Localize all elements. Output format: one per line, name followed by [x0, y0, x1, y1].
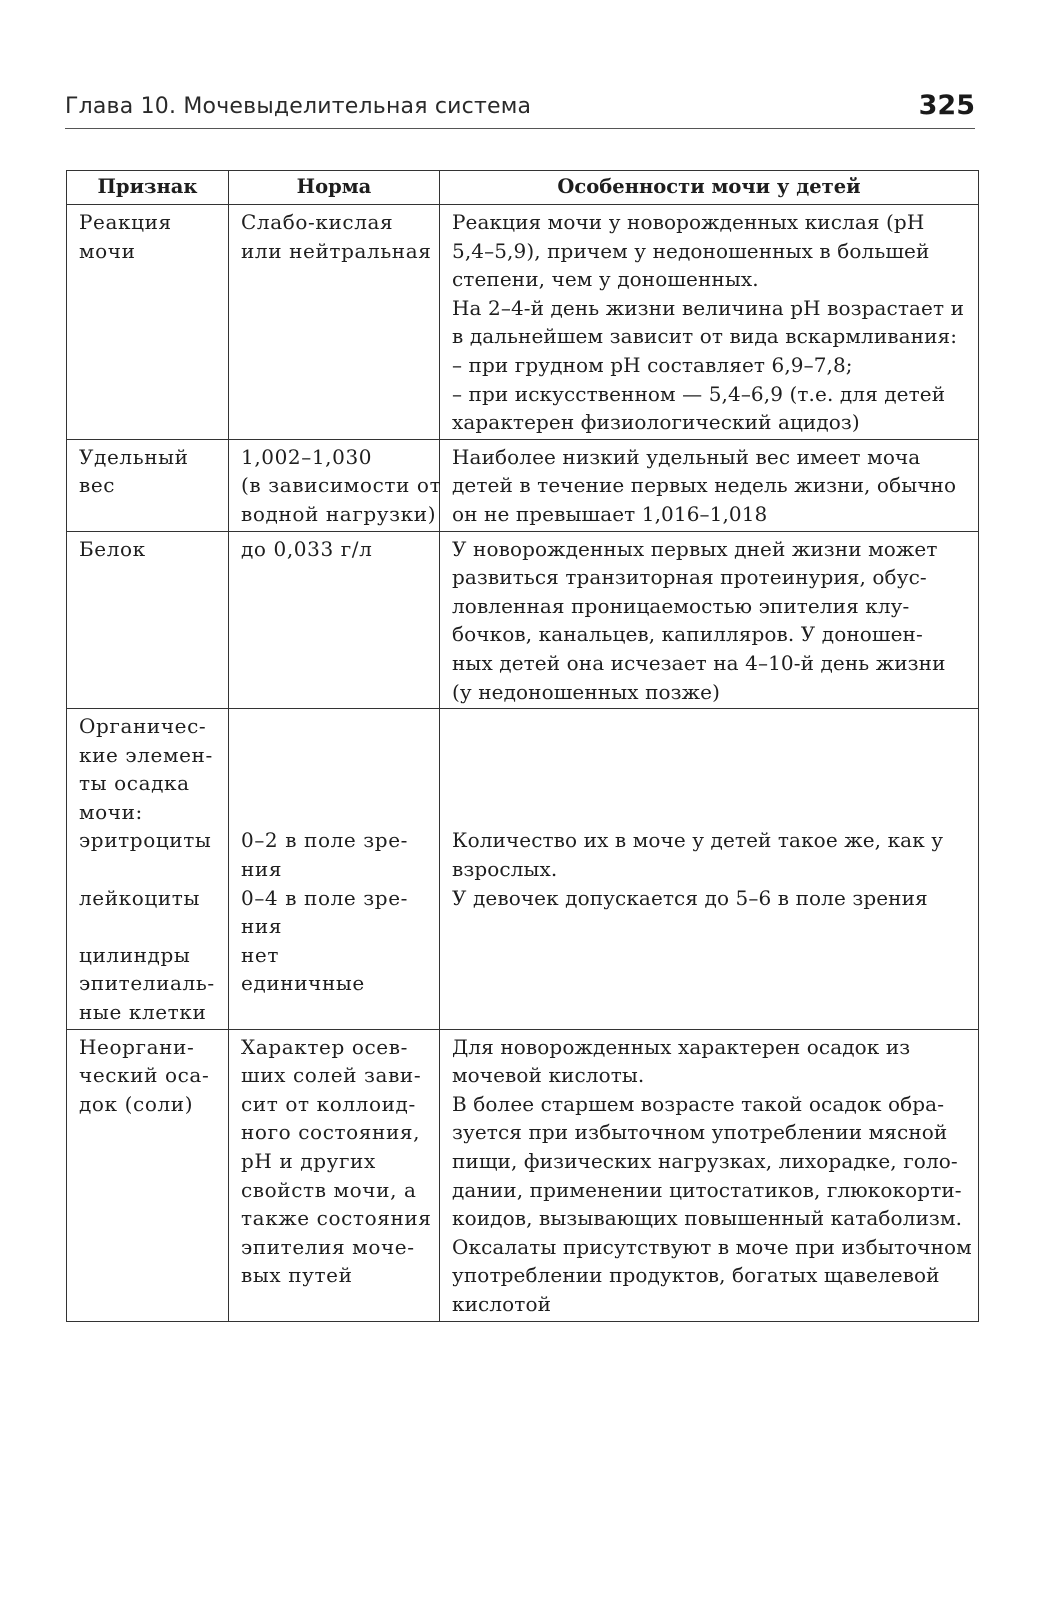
- cell-line: Неоргани-: [79, 1034, 195, 1059]
- cell-line: [452, 741, 972, 770]
- table-row: [67, 531, 979, 709]
- cell-line: [79, 912, 222, 941]
- cell-line: На 2–4-й день жизни величина рН возрастает и: [452, 295, 965, 320]
- cell-line: [79, 855, 222, 884]
- cell-line: до 0,033 г/л: [241, 536, 373, 561]
- cell-line: ния: [241, 857, 283, 882]
- table-row: [67, 205, 979, 440]
- cell-line: Характер осев-: [241, 1034, 408, 1059]
- cell-line: (в зависимости от: [241, 473, 442, 498]
- features-cell: [440, 1029, 979, 1321]
- cell-line: лейкоциты: [79, 885, 200, 910]
- cell-line: 0–4 в поле зре-: [241, 885, 408, 910]
- features-cell: [440, 439, 979, 531]
- table-row: [67, 439, 979, 531]
- cell-line: (у недоношенных позже): [452, 679, 720, 704]
- cell-line: эпителиаль-: [79, 971, 215, 996]
- cell-line: развиться транзиторная протеинурия, обус-: [452, 565, 927, 590]
- cell-line: 5,4–5,9), причем у недоношенных в большей: [452, 238, 930, 263]
- cell-line: ших солей зави-: [241, 1063, 422, 1088]
- cell-line: мочевой кислоты.: [452, 1063, 645, 1088]
- cell-line: в дальнейшем зависит от вида вскармливания:: [452, 324, 958, 349]
- table-row: [67, 709, 979, 1030]
- table-header-row: [67, 171, 979, 205]
- cell-line: дании, применении цитостатиков, глюкокорти-: [452, 1177, 962, 1202]
- norm-cell: [229, 439, 440, 531]
- cell-line: Белок: [79, 536, 146, 561]
- cell-line: [241, 798, 433, 827]
- cell-line: детей в течение первых недель жизни, обычно: [452, 473, 957, 498]
- cell-line: ческий оса-: [79, 1063, 210, 1088]
- cell-line: или нейтральная: [241, 238, 432, 263]
- sign-cell: [67, 1029, 229, 1321]
- cell-line: мочи: [79, 238, 136, 263]
- sign-cell: [67, 439, 229, 531]
- column-header-sign: Признак: [67, 171, 229, 205]
- cell-line: нет: [241, 942, 280, 967]
- cell-line: [241, 712, 433, 741]
- cell-line: также состояния: [241, 1206, 432, 1231]
- cell-line: сит от коллоид-: [241, 1091, 416, 1116]
- page-header: [65, 92, 975, 129]
- cell-line: степени, чем у доношенных.: [452, 267, 759, 292]
- cell-line: единичные: [241, 971, 365, 996]
- table-row: [67, 1029, 979, 1321]
- cell-line: Слабо-кислая: [241, 210, 394, 234]
- cell-line: эритроциты: [79, 828, 212, 853]
- cell-line: ные клетки: [79, 1000, 207, 1025]
- table-body: [67, 205, 979, 1322]
- cell-line: эпителия моче-: [241, 1234, 415, 1259]
- cell-line: Для новорожденных характерен осадок из: [452, 1034, 911, 1059]
- cell-line: ного состояния,: [241, 1120, 421, 1145]
- cell-line: док (соли): [79, 1091, 194, 1116]
- features-cell: [440, 531, 979, 709]
- cell-line: Реакция: [79, 210, 172, 234]
- cell-line: зуется при избыточном употреблении мясной: [452, 1120, 948, 1145]
- cell-line: [241, 769, 433, 798]
- cell-line: Наиболее низкий удельный вес имеет моча: [452, 444, 921, 469]
- cell-line: 1,002–1,030: [241, 444, 373, 469]
- chapter-title: Глава 10. Мочевыделительная система: [65, 94, 532, 119]
- cell-line: кислотой: [452, 1291, 552, 1316]
- cell-line: коидов, вызывающих повышенный катаболизм.: [452, 1206, 963, 1231]
- cell-line: – при искусственном — 5,4–6,9 (т.е. для детей: [452, 381, 946, 406]
- cell-line: Оксалаты присутствуют в моче при избыточном: [452, 1234, 972, 1259]
- features-cell: [440, 205, 979, 440]
- cell-line: ты осадка: [79, 771, 190, 796]
- cell-line: цилиндры: [79, 942, 191, 967]
- norm-cell: [229, 531, 440, 709]
- cell-line: вых путей: [241, 1263, 353, 1288]
- cell-line: ния: [241, 914, 283, 939]
- cell-line: рН и других: [241, 1149, 376, 1173]
- cell-line: У новорожденных первых дней жизни может: [452, 536, 938, 561]
- cell-line: Реакция мочи у новорожденных кислая (рН: [452, 210, 925, 234]
- page-number: 325: [918, 90, 975, 121]
- cell-line: [241, 741, 433, 770]
- cell-line: ловленная проницаемостью эпителия клу-: [452, 593, 910, 618]
- cell-line: вес: [79, 473, 116, 498]
- cell-line: – при грудном рН составляет 6,9–7,8;: [452, 352, 853, 377]
- cell-line: Количество их в моче у детей такое же, как у: [452, 828, 944, 853]
- sign-cell: [67, 205, 229, 440]
- norm-cell: [229, 205, 440, 440]
- column-header-norm: Норма: [229, 171, 440, 205]
- sign-cell: [67, 709, 229, 1030]
- cell-line: пищи, физических нагрузках, лихорадке, голо-: [452, 1149, 958, 1173]
- cell-line: Удельный: [79, 444, 189, 469]
- cell-line: 0–2 в поле зре-: [241, 828, 408, 853]
- cell-line: ных детей она исчезает на 4–10-й день жизни: [452, 650, 946, 675]
- cell-line: характерен физиологический ацидоз): [452, 410, 860, 435]
- cell-line: кие элемен-: [79, 742, 213, 767]
- cell-line: водной нагрузки): [241, 501, 437, 526]
- cell-line: взрослых.: [452, 857, 558, 882]
- urine-features-table: [66, 170, 979, 1322]
- cell-line: он не превышает 1,016–1,018: [452, 501, 768, 526]
- features-cell: [440, 709, 979, 1030]
- cell-line: употреблении продуктов, богатых щавелевой: [452, 1263, 940, 1288]
- cell-line: [452, 798, 972, 827]
- cell-line: У девочек допускается до 5–6 в поле зрения: [452, 885, 928, 910]
- cell-line: мочи:: [79, 799, 143, 824]
- cell-line: [452, 712, 972, 741]
- cell-line: бочков, канальцев, капилляров. У доношен-: [452, 622, 923, 647]
- norm-cell: [229, 709, 440, 1030]
- cell-line: свойств мочи, а: [241, 1177, 417, 1202]
- cell-line: В более старшем возрасте такой осадок обра-: [452, 1091, 945, 1116]
- column-header-features: Особенности мочи у детей: [440, 171, 979, 205]
- norm-cell: [229, 1029, 440, 1321]
- cell-line: [452, 769, 972, 798]
- sign-cell: [67, 531, 229, 709]
- cell-line: Органичес-: [79, 714, 207, 739]
